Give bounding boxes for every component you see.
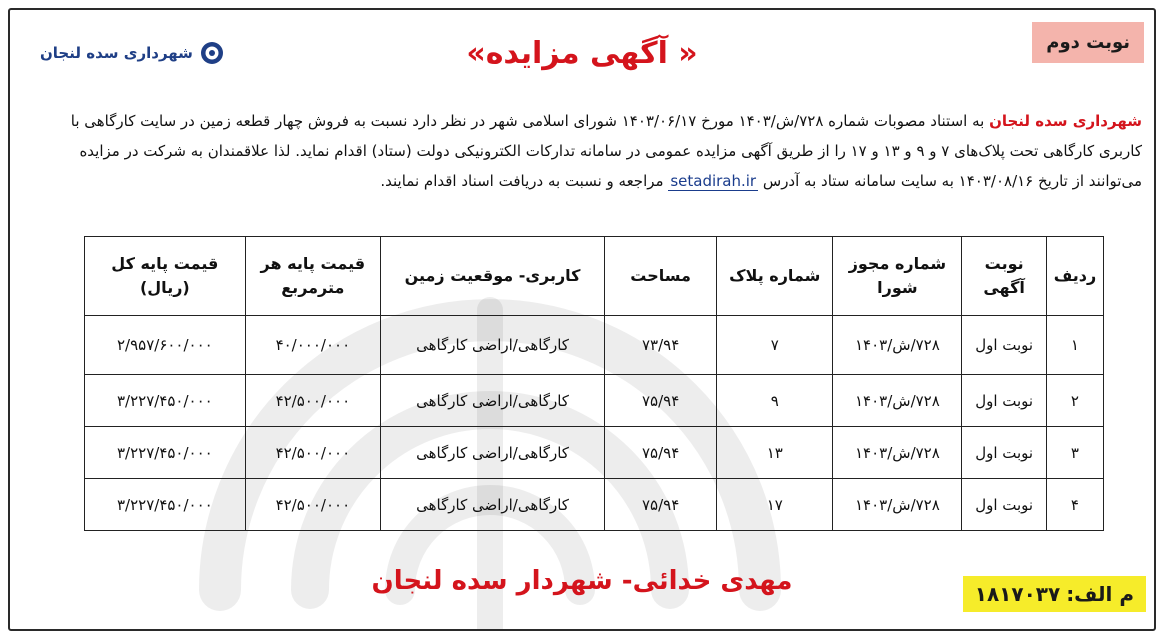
cell-area: ۷۵/۹۴ bbox=[605, 427, 717, 479]
cell-round: نوبت اول bbox=[962, 427, 1047, 479]
cell-unit-price: ۴۲/۵۰۰/۰۰۰ bbox=[245, 479, 380, 531]
cell-permit: ۷۲۸/ش/۱۴۰۳ bbox=[833, 316, 962, 375]
cell-unit-price: ۴۲/۵۰۰/۰۰۰ bbox=[245, 375, 380, 427]
cell-row-number: ۳ bbox=[1046, 427, 1103, 479]
cell-usage: کارگاهی/اراضی کارگاهی bbox=[381, 375, 605, 427]
cell-total-price: ۳/۲۲۷/۴۵۰/۰۰۰ bbox=[85, 375, 246, 427]
cell-row-number: ۴ bbox=[1046, 479, 1103, 531]
cell-row-number: ۱ bbox=[1046, 316, 1103, 375]
table-row bbox=[85, 427, 1104, 479]
ad-code-label: م الف: bbox=[1066, 582, 1134, 606]
cell-round: نوبت اول bbox=[962, 479, 1047, 531]
cell-permit: ۷۲۸/ش/۱۴۰۳ bbox=[833, 427, 962, 479]
round-badge: نوبت دوم bbox=[1032, 22, 1144, 63]
cell-permit: ۷۲۸/ش/۱۴۰۳ bbox=[833, 375, 962, 427]
header-row-number: ردیف bbox=[1046, 237, 1103, 316]
cell-plot: ۱۳ bbox=[717, 427, 833, 479]
cell-plot: ۹ bbox=[717, 375, 833, 427]
cell-total-price: ۳/۲۲۷/۴۵۰/۰۰۰ bbox=[85, 427, 246, 479]
cell-round: نوبت اول bbox=[962, 316, 1047, 375]
page-title: « آگهی مزایده» bbox=[466, 36, 698, 71]
cell-area: ۷۵/۹۴ bbox=[605, 375, 717, 427]
signature: مهدی خدائی- شهردار سده لنجان bbox=[371, 566, 793, 596]
municipality-name: شهرداری سده لنجان bbox=[989, 112, 1142, 130]
table-row bbox=[85, 375, 1104, 427]
setad-link[interactable]: setadirah.ir bbox=[670, 172, 757, 190]
cell-plot: ۱۷ bbox=[717, 479, 833, 531]
cell-total-price: ۳/۲۲۷/۴۵۰/۰۰۰ bbox=[85, 479, 246, 531]
cell-round: نوبت اول bbox=[962, 375, 1047, 427]
ad-code bbox=[963, 576, 1146, 612]
cell-row-number: ۲ bbox=[1046, 375, 1103, 427]
notice-text-2: مراجعه و نسبت به دریافت اسناد اقدام نمایند. bbox=[380, 172, 669, 190]
advertisement-frame bbox=[8, 8, 1156, 631]
table-row bbox=[85, 479, 1104, 531]
table-header-row bbox=[85, 237, 1104, 316]
cell-plot: ۷ bbox=[717, 316, 833, 375]
cell-usage: کارگاهی/اراضی کارگاهی bbox=[381, 316, 605, 375]
header-round: نوبت آگهی bbox=[962, 237, 1047, 316]
logo-text: شهرداری سده لنجان bbox=[40, 44, 193, 62]
header-unit-price: قیمت پایه هر مترمربع bbox=[245, 237, 380, 316]
header-usage: کاربری- موقعیت زمین bbox=[381, 237, 605, 316]
cell-total-price: ۲/۹۵۷/۶۰۰/۰۰۰ bbox=[85, 316, 246, 375]
header-area: مساحت bbox=[605, 237, 717, 316]
notice-body bbox=[40, 106, 1142, 196]
table-row bbox=[85, 316, 1104, 375]
auction-table bbox=[84, 236, 1104, 531]
cell-permit: ۷۲۸/ش/۱۴۰۳ bbox=[833, 479, 962, 531]
cell-usage: کارگاهی/اراضی کارگاهی bbox=[381, 479, 605, 531]
notice-text-1: به استناد مصوبات شماره ۷۲۸/ش/۱۴۰۳ مورخ ۱۴۰۳/۰۶/۱۷ شورای اسلامی شهر در نظر دارد نسبت به فروش چهار قطعه زمین در سایت کارگاهی با کاربری کارگاهی تحت پلاک‌های ۷ و ۹ و ۱۳ و ۱۷ را از طریق آگهی مزایده عمومی در سامانه تدارکات الکترونیکی دولت (ستاد) اقدام نماید. لذا علاقمندان به شرکت در مزایده می‌توانند از تاریخ ۱۴۰۳/۰۸/۱۶ به سایت سامانه ستاد به آدرس bbox=[70, 112, 1142, 190]
cell-area: ۷۳/۹۴ bbox=[605, 316, 717, 375]
cell-unit-price: ۴۲/۵۰۰/۰۰۰ bbox=[245, 427, 380, 479]
cell-usage: کارگاهی/اراضی کارگاهی bbox=[381, 427, 605, 479]
header-permit: شماره مجوز شورا bbox=[833, 237, 962, 316]
cell-unit-price: ۴۰/۰۰۰/۰۰۰ bbox=[245, 316, 380, 375]
header-plot: شماره پلاک bbox=[717, 237, 833, 316]
cell-area: ۷۵/۹۴ bbox=[605, 479, 717, 531]
header-total-price: قیمت پایه کل (ریال) bbox=[85, 237, 246, 316]
ad-code-value: ۱۸۱۷۰۳۷ bbox=[974, 582, 1061, 606]
